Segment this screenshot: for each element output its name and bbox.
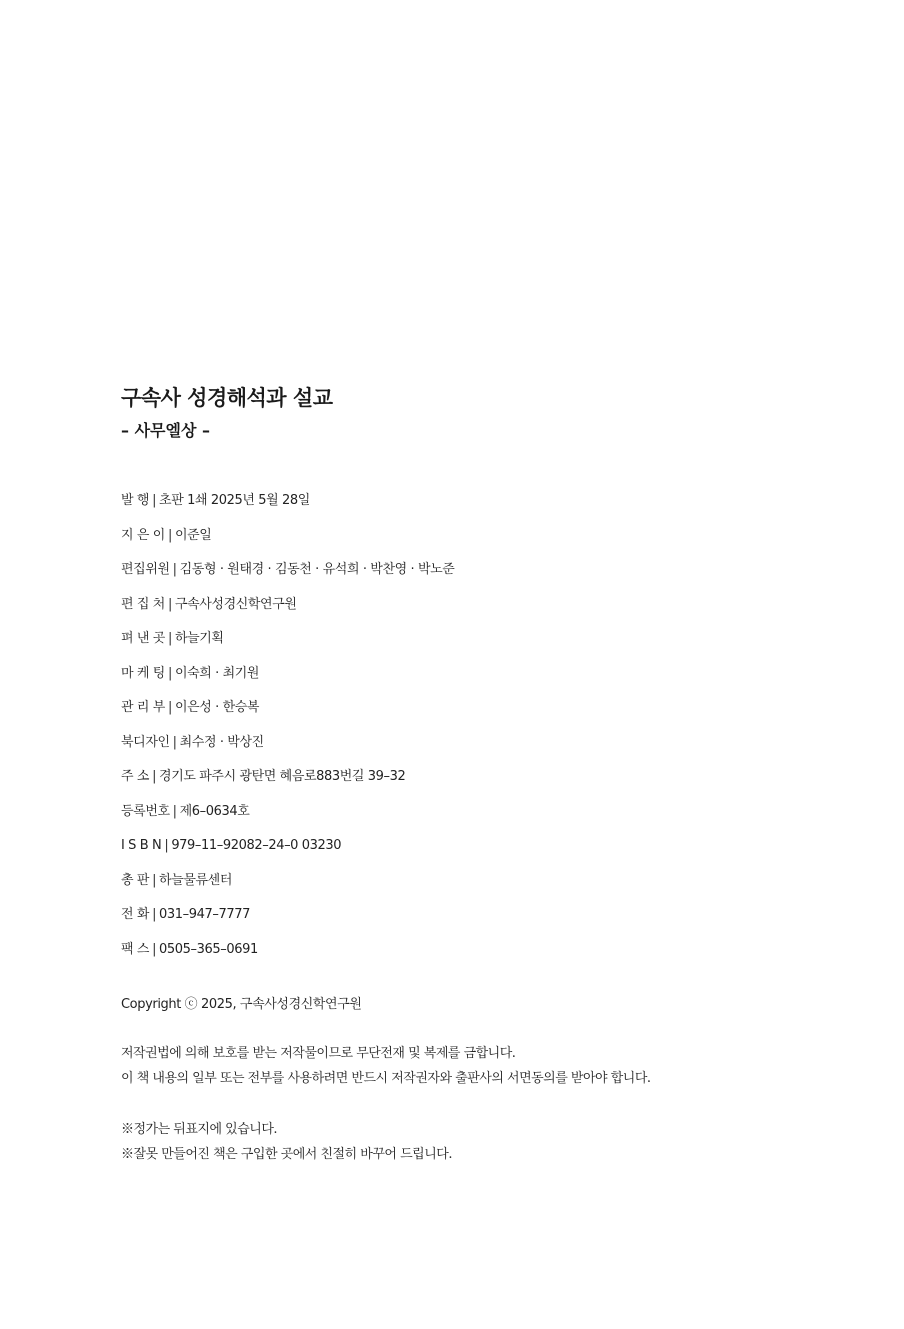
info-separator: | (172, 562, 177, 577)
info-separator: | (167, 631, 172, 646)
info-value: 제6–0634호 (179, 803, 250, 819)
info-label: 마 케 팅 (121, 665, 165, 681)
info-value: 하늘물류센터 (159, 872, 232, 888)
info-row-distributor (121, 872, 861, 907)
info-row-book-design (121, 734, 861, 769)
info-separator: | (152, 872, 157, 888)
info-value: 김동형 · 원태경 · 김동천 · 유석희 · 박찬영 · 박노준 (179, 562, 455, 577)
info-separator: | (152, 907, 157, 922)
info-row-editors (121, 561, 861, 596)
info-separator: | (172, 803, 177, 819)
info-separator: | (172, 734, 177, 750)
copyright-notice (121, 1041, 861, 1091)
info-row-phone (121, 906, 861, 941)
info-label: 전 화 (121, 907, 150, 922)
info-value: 최수정 · 박상진 (179, 734, 264, 750)
info-value: 979–11–92082–24–0 03230 (171, 838, 342, 853)
info-separator: | (164, 838, 169, 853)
info-separator: | (167, 596, 172, 612)
info-label: 총 판 (121, 872, 150, 888)
price-notes (121, 1117, 861, 1167)
info-separator: | (167, 700, 172, 715)
colophon-page (121, 384, 861, 1167)
info-row-editorial-office (121, 596, 861, 631)
info-separator: | (152, 941, 157, 957)
info-value: 초판 1쇄 2025년 5월 28일 (159, 493, 310, 508)
note-line: ※정가는 뒤표지에 있습니다. (121, 1122, 278, 1137)
info-label: 편 집 처 (121, 596, 165, 612)
info-row-marketing (121, 665, 861, 700)
info-label: 북디자인 (121, 734, 170, 750)
info-value: 이준일 (174, 527, 212, 543)
book-subtitle: – 사무엘상 – (121, 421, 210, 440)
info-label: 관 리 부 (121, 700, 165, 715)
info-separator: | (167, 665, 172, 681)
info-value: 031–947–7777 (159, 907, 250, 922)
info-row-publisher (121, 630, 861, 665)
info-row-fax (121, 941, 861, 976)
info-label: 팩 스 (121, 941, 150, 957)
info-label: 발 행 (121, 493, 150, 508)
info-row-publish (121, 492, 861, 527)
info-label: I S B N (121, 838, 162, 853)
info-separator: | (167, 527, 172, 543)
info-value: 구속사성경신학연구원 (174, 596, 297, 612)
copyright-line: Copyright ⓒ 2025, 구속사성경신학연구원 (121, 997, 362, 1012)
info-value: 0505–365–0691 (159, 941, 258, 957)
info-value: 이은성 · 한승복 (174, 700, 260, 715)
info-separator: | (152, 493, 157, 508)
notice-line: 이 책 내용의 일부 또는 전부를 사용하려면 반드시 저작권자와 출판사의 서면동의를 받아야 합니다. (121, 1071, 651, 1086)
info-row-author (121, 527, 861, 562)
book-title: 구속사 성경해석과 설교 (121, 386, 333, 410)
info-value: 이숙희 · 최기원 (174, 665, 260, 681)
info-row-management (121, 699, 861, 734)
info-label: 펴 낸 곳 (121, 631, 165, 646)
info-row-isbn (121, 837, 861, 872)
info-row-registration (121, 803, 861, 838)
info-label: 편집위원 (121, 562, 170, 577)
note-line: ※잘못 만들어진 책은 구입한 곳에서 친절히 바꾸어 드립니다. (121, 1147, 452, 1162)
notice-line: 저작권법에 의해 보호를 받는 저작물이므로 무단전재 및 복제를 금합니다. (121, 1046, 516, 1061)
info-label: 등록번호 (121, 803, 170, 819)
info-label: 지 은 이 (121, 527, 165, 543)
info-row-address (121, 768, 861, 803)
info-label: 주 소 (121, 769, 150, 784)
info-value: 경기도 파주시 광탄면 혜음로883번길 39–32 (159, 769, 406, 784)
info-value: 하늘기획 (174, 631, 224, 646)
info-separator: | (152, 769, 157, 784)
publication-info (121, 492, 861, 975)
